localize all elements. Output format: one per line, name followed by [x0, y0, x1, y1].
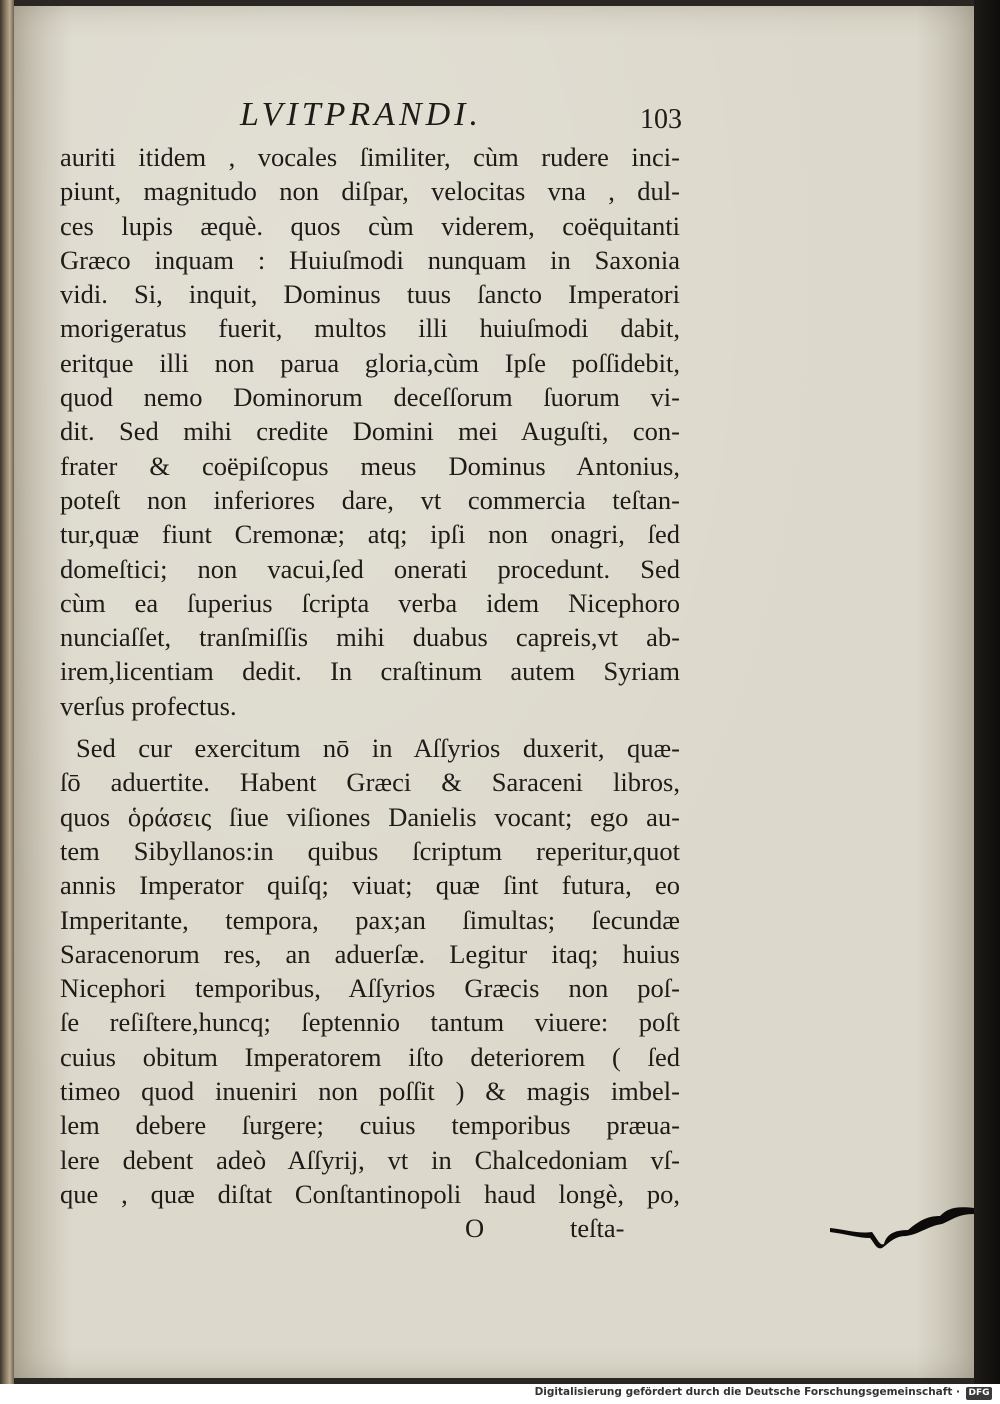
- text-line: Nicephori temporibus, Aſſyrios Græcis non poſ-: [60, 973, 680, 1004]
- page-number: 103: [640, 104, 682, 135]
- footer-credit: Digitalisierung gefördert durch die Deutsche Forschungsgemeinschaft ·: [534, 1386, 960, 1398]
- text-block: [60, 140, 680, 1246]
- text-line: quos ὁράσεις ſiue viſiones Danielis vocant; ego au-: [60, 801, 680, 832]
- text-line: Imperitante, tempora, pax;an ſimultas; ſecundæ: [60, 904, 680, 935]
- catchword-line: [60, 1211, 680, 1245]
- text-line: domeſtici; non vacui,ſed onerati procedunt. Sed: [60, 553, 680, 584]
- text-line: lere debent adeò Aſſyrij, vt in Chalcedoniam vſ-: [60, 1144, 680, 1175]
- text-line: dit. Sed mihi credite Domini mei Auguſti, con-: [60, 416, 680, 447]
- text-line: tem Sibyllanos:in quibus ſcriptum reperitur,quot: [60, 835, 680, 866]
- dfg-logo: DFG: [966, 1387, 992, 1400]
- text-line: timeo quod inueniri non poſſit ) & magis imbel-: [60, 1076, 680, 1107]
- text-line: tur,quæ fiunt Cremonæ; atq; ipſi non onagri, ſed: [60, 519, 680, 550]
- paragraph-1: [60, 140, 680, 723]
- text-line: morigeratus fuerit, multos illi huiuſmodi dabit,: [60, 313, 680, 344]
- text-line: annis Imperator quiſq; viuat; quæ ſint futura, eo: [60, 870, 680, 901]
- text-line: verſus profectus.: [60, 690, 237, 721]
- text-line: irem,licentiam dedit. In craſtinum autem Syriam: [60, 656, 680, 687]
- book-spine-edge: [0, 0, 14, 1384]
- signature-mark: O: [465, 1213, 485, 1244]
- paragraph-2: [60, 731, 680, 1211]
- ink-stain-mark: [828, 1200, 974, 1250]
- text-line: vidi. Si, inquit, Dominus tuus ſancto Imperatori: [60, 279, 680, 310]
- footer-bar: [0, 1384, 1000, 1404]
- text-line: poteſt non inferiores dare, vt commercia teſtan-: [60, 484, 680, 515]
- text-line: cuius obitum Imperatorem iſto deteriorem ( ſed: [60, 1041, 680, 1072]
- text-line: ſe reſiſtere,huncq; ſeptennio tantum viuere: poſt: [60, 1007, 680, 1038]
- catchword: teſta-: [570, 1213, 625, 1244]
- text-line: frater & coëpiſcopus meus Dominus Antonius,: [60, 450, 680, 481]
- text-line: piunt, magnitudo non diſpar, velocitas vna , dul-: [60, 176, 680, 207]
- paragraph-gap: [60, 723, 680, 731]
- text-line: ces lupis æquè. quos cùm viderem, coëquitanti: [60, 210, 680, 241]
- text-line: auriti itidem , vocales ſimiliter, cùm rudere inci-: [60, 142, 680, 172]
- text-line: ſō aduertite. Habent Græci & Saraceni libros,: [60, 767, 680, 798]
- text-line: que , quæ diſtat Conſtantinopoli haud longè, po,: [60, 1178, 680, 1209]
- running-head: LVITPRANDI.: [240, 96, 483, 133]
- scan-right-edge: [974, 0, 1000, 1384]
- text-line: nunciaſſet, tranſmiſſis mihi duabus capreis,vt ab-: [60, 622, 680, 653]
- text-line: Græco inquam : Huiuſmodi nunquam in Saxonia: [60, 244, 680, 275]
- text-line: eritque illi non parua gloria,cùm Ipſe poſſidebit,: [60, 347, 680, 378]
- text-line: Saracenorum res, an aduerſæ. Legitur itaq; huius: [60, 938, 680, 969]
- text-line: cùm ea ſuperius ſcripta verba idem Nicephoro: [60, 587, 680, 618]
- text-line: quod nemo Dominorum deceſſorum ſuorum vi-: [60, 382, 680, 413]
- text-line: lem debere ſurgere; cuius temporibus præua-: [60, 1110, 680, 1141]
- text-line: Sed cur exercitum nō in Aſſyrios duxerit, quæ-: [76, 733, 680, 764]
